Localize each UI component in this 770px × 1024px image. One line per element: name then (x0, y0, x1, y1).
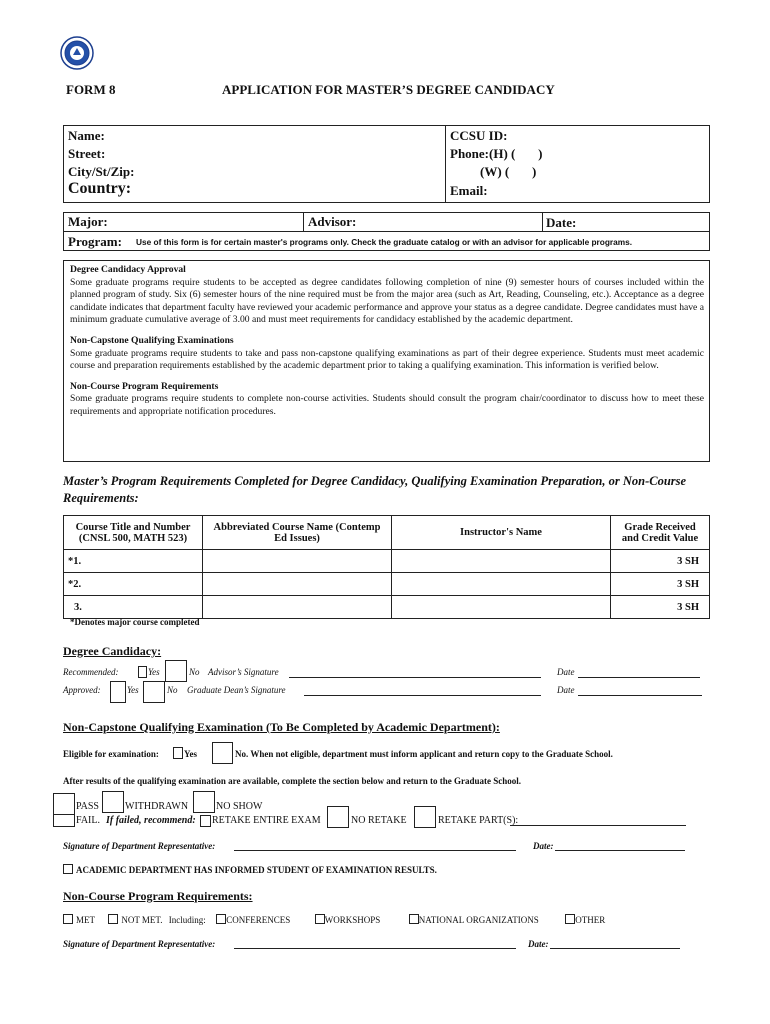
noshow-checkbox[interactable] (193, 791, 215, 813)
street-label[interactable]: Street: (68, 146, 106, 161)
program-row-divider (63, 231, 710, 232)
retake-entire-label: RETAKE ENTIRE EXAM (212, 815, 321, 826)
advisor-signature-label: Advisor’s Signature (208, 667, 279, 677)
email-label[interactable]: Email: (450, 183, 488, 198)
contact-divider (445, 125, 446, 203)
noncourse-options-row (63, 914, 605, 925)
eligible-no-checkbox[interactable] (212, 742, 233, 764)
recommended-no-label: No (189, 667, 200, 677)
withdrawn-label: WITHDRAWN (125, 801, 189, 812)
row-abbrev[interactable] (203, 573, 392, 596)
noncourse-date-line[interactable] (550, 948, 680, 949)
national-org-label: NATIONAL ORGANIZATIONS (418, 915, 539, 925)
retake-entire-checkbox[interactable] (200, 815, 211, 827)
approved-no-label: No (167, 685, 178, 695)
exam-section-heading: Non-Capstone Qualifying Examination (To Be Completed by Academic Department): (63, 720, 500, 734)
city-label[interactable]: City/St/Zip: (68, 164, 135, 179)
not-met-label: NOT MET. (121, 915, 163, 925)
workshops-checkbox[interactable] (315, 914, 325, 924)
noshow-label: NO SHOW (216, 801, 263, 812)
recommended-yes-checkbox[interactable] (138, 666, 147, 678)
pass-checkbox[interactable] (53, 793, 75, 815)
noncourse-dept-signature-line[interactable] (234, 948, 516, 949)
other-checkbox[interactable] (565, 914, 575, 924)
eligible-label: Eligible for examination: (63, 749, 159, 759)
informed-checkbox[interactable] (63, 864, 73, 874)
conferences-checkbox[interactable] (216, 914, 226, 924)
conferences-label: CONFERENCES (226, 915, 291, 925)
phone-home-label[interactable]: Phone:(H) ( ) (450, 146, 543, 161)
exam-dept-signature-line[interactable] (234, 850, 516, 851)
col-instructor: Instructor's Name (392, 516, 611, 550)
fail-recommend-label: If failed, recommend: (106, 815, 196, 826)
phone-work-label[interactable]: (W) ( ) (480, 164, 537, 179)
recommended-no-checkbox[interactable] (165, 660, 187, 682)
informed-label: ACADEMIC DEPARTMENT HAS INFORMED STUDENT OF EXAMINATION RESULTS. (76, 865, 437, 875)
no-retake-label: NO RETAKE (351, 815, 407, 826)
date-label[interactable]: Date: (546, 215, 577, 230)
dean-date-line[interactable] (578, 695, 702, 696)
contact-info-box (63, 125, 710, 203)
eligible-yes-checkbox[interactable] (173, 747, 183, 759)
noncourse-date-label: Date: (528, 939, 549, 949)
eligible-yes-label: Yes (184, 749, 197, 759)
row-abbrev[interactable] (203, 550, 392, 573)
university-seal-logo (60, 36, 94, 70)
col-grade-credit: Grade Received and Credit Value (611, 516, 710, 550)
retake-parts-checkbox[interactable] (414, 806, 436, 828)
workshops-label: WORKSHOPS (324, 915, 381, 925)
noncourse-text: Some graduate programs require students to complete non-course activities. Students should consult the program chair/coordinator to discuss how to meet these requirements and appropriate notification procedures. (70, 393, 704, 417)
including-label: Including: (168, 915, 206, 925)
noncourse-section-heading: Non-Course Program Requirements: (63, 889, 253, 903)
form-title: APPLICATION FOR MASTER’S DEGREE CANDIDACY (222, 82, 555, 97)
not-met-checkbox[interactable] (108, 914, 118, 924)
row-abbrev[interactable] (203, 596, 392, 619)
eligible-no-text: No. When not eligible, department must inform applicant and return copy to the Graduate School. (235, 749, 613, 759)
form-number: FORM 8 (66, 82, 116, 97)
row-label[interactable]: *1. (64, 550, 203, 573)
exam-dept-signature-label: Signature of Department Representative: (63, 841, 216, 851)
national-org-checkbox[interactable] (409, 914, 419, 924)
table-row (64, 550, 710, 573)
advisor-divider (542, 212, 543, 231)
exam-date-label: Date: (533, 841, 554, 851)
row-label[interactable]: 3. (64, 596, 203, 619)
noncourse-heading: Non-Course Program Requirements (70, 380, 219, 392)
other-label: OTHER (575, 915, 606, 925)
dean-signature-label: Graduate Dean’s Signature (187, 685, 286, 695)
pass-label: PASS (76, 801, 99, 812)
approved-label: Approved: (63, 685, 101, 695)
recommended-yes-label: Yes (148, 667, 160, 677)
advisor-date-label: Date (557, 667, 575, 677)
withdrawn-checkbox[interactable] (102, 791, 124, 813)
country-label[interactable]: Country: (68, 180, 132, 197)
met-label: MET (76, 915, 95, 925)
approved-yes-label: Yes (127, 685, 139, 695)
program-label[interactable]: Program: (68, 234, 122, 249)
noncapstone-text: Some graduate programs require students to take and pass non-capstone qualifying examinations as part of their degree experience. Students must meet academic course and preparation requirements established by the academic department prior to taking a qualifying examination. This information is verified below. (70, 347, 704, 372)
noncourse-dept-signature-label: Signature of Department Representative: (63, 939, 216, 949)
fail-label: FAIL. (76, 815, 100, 826)
info-content (70, 264, 704, 419)
major-divider (303, 212, 304, 231)
noncapstone-heading: Non-Capstone Qualifying Examinations (70, 334, 234, 346)
advisor-date-line[interactable] (578, 677, 700, 678)
advisor-label[interactable]: Advisor: (308, 214, 357, 229)
exam-date-line[interactable] (555, 850, 685, 851)
requirements-heading: Master’s Program Requirements Completed for Degree Candidacy, Qualifying Examination Preparation, or Non-Course Requirements: (63, 474, 687, 505)
row-label[interactable]: *2. (64, 573, 203, 596)
dean-date-label: Date (557, 685, 575, 695)
name-label[interactable]: Name: (68, 128, 105, 143)
major-label[interactable]: Major: (68, 214, 108, 229)
candidacy-heading: Degree Candidacy Approval (70, 264, 186, 275)
row-credit[interactable]: 3 SH (611, 573, 710, 596)
requirements-table (63, 515, 710, 619)
major-course-footnote: *Denotes major course completed (70, 617, 200, 627)
program-note: Use of this form is for certain master's programs only. Check the graduate catalog or with an advisor for applicable programs. (136, 237, 633, 247)
advisor-signature-line[interactable] (289, 677, 541, 678)
approved-yes-checkbox[interactable] (110, 681, 126, 703)
retake-parts-label: RETAKE PART(S): (438, 815, 519, 826)
col-abbrev-name: Abbreviated Course Name (Contemp Ed Issues) (203, 516, 392, 550)
informed-row (63, 864, 437, 875)
row-credit[interactable]: 3 SH (611, 550, 710, 573)
dean-signature-line[interactable] (304, 695, 541, 696)
table-row (64, 596, 710, 619)
row-instructor[interactable] (392, 550, 611, 573)
col-course-title: Course Title and Number (CNSL 500, MATH 523) (64, 516, 203, 550)
recommended-label: Recommended: (63, 667, 119, 677)
candidacy-text: Some graduate programs require students to be accepted as degree candidates following completion of nine (9) semester hours of courses included within the planned program of study. Six (6) semester hours of the nine required must be from the major area (such as Art, Reading, Counseling, etc.). Acceptance as a degree candidate indicates that department faculty have reviewed your academic performance and approve your status as a degree candidate. Degree candidates must have a minimum graduate cumulative average of 3.00 and must meet requirements for candidacy established by the academic department. (70, 276, 704, 326)
retake-parts-line[interactable] (510, 825, 686, 826)
after-results-text: After results of the qualifying examination are available, complete the section below and return to the Graduate School. (63, 776, 522, 786)
table-row (64, 573, 710, 596)
candidacy-section-heading: Degree Candidacy: (63, 644, 162, 658)
row-instructor[interactable] (392, 596, 611, 619)
ccsu-id-label[interactable]: CCSU ID: (450, 128, 508, 143)
row-instructor[interactable] (392, 573, 611, 596)
fail-checkbox[interactable] (53, 815, 75, 827)
row-credit[interactable]: 3 SH (611, 596, 710, 619)
approved-no-checkbox[interactable] (143, 681, 165, 703)
no-retake-checkbox[interactable] (327, 806, 349, 828)
met-checkbox[interactable] (63, 914, 73, 924)
